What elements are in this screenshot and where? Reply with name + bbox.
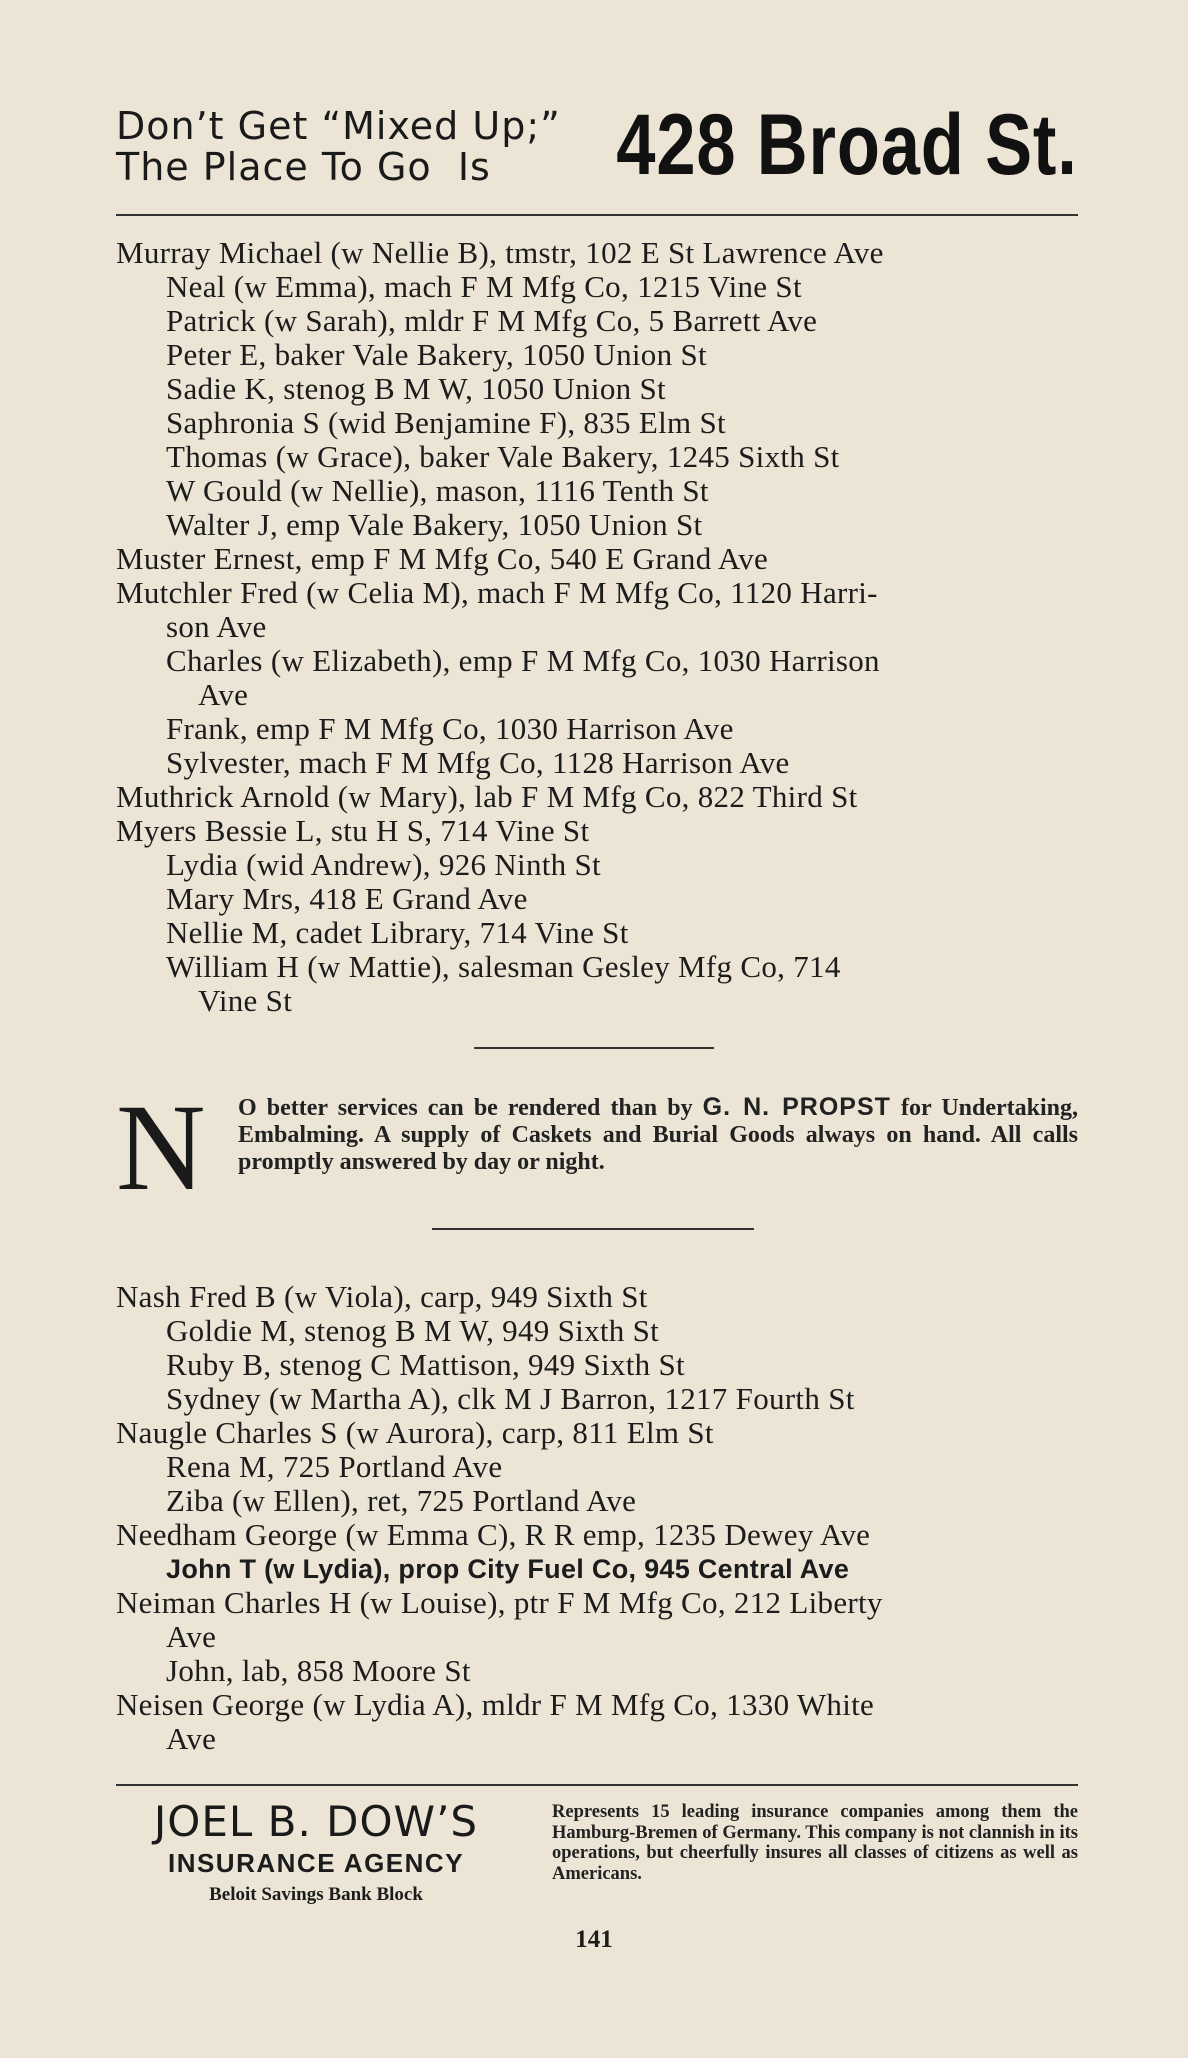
- entry-text: W Gould (w Nellie), mason, 1116 Tenth St: [166, 473, 709, 508]
- directory-entry: [116, 814, 1078, 848]
- directory-entry: [116, 848, 1078, 882]
- footer-divider: [116, 1784, 1078, 1786]
- directory-entry: [116, 372, 1078, 406]
- entry-text: Nellie M, cadet Library, 714 Vine St: [166, 915, 629, 950]
- directory-entry: [116, 1348, 1078, 1382]
- directory-entry: [116, 1450, 1078, 1484]
- entry-text: Mary Mrs, 418 E Grand Ave: [166, 881, 528, 916]
- dow-advertisement: [116, 1797, 1078, 1910]
- entry-text: Saphronia S (wid Benjamine F), 835 Elm St: [166, 405, 726, 440]
- header-slogan-is: Is: [457, 145, 491, 189]
- entry-text: Sydney (w Martha A), clk M J Barron, 1217 Fourth St: [166, 1381, 855, 1416]
- directory-entry: [116, 1314, 1078, 1348]
- entry-continuation: son Ave: [166, 609, 267, 644]
- entry-text: Peter E, baker Vale Bakery, 1050 Union St: [166, 337, 707, 372]
- propst-text-before: O better services can be rendered than by: [238, 1095, 693, 1121]
- directory-entry: [116, 644, 1078, 712]
- entry-text: Neal (w Emma), mach F M Mfg Co, 1215 Vine St: [166, 269, 802, 304]
- directory-entry: [116, 304, 1078, 338]
- directory-entry: [116, 1280, 1078, 1314]
- dow-agency: INSURANCE AGENCY: [167, 1848, 465, 1878]
- directory-entry: [116, 882, 1078, 916]
- directory-entry: [116, 508, 1078, 542]
- entry-text: Mutchler Fred (w Celia M), mach F M Mfg Co, 1120 Harri-: [116, 575, 878, 610]
- propst-advertisement: [116, 1079, 1079, 1216]
- entry-text: Sadie K, stenog B M W, 1050 Union St: [166, 371, 666, 406]
- header-advertisement: [116, 98, 1078, 198]
- entry-continuation: Ave: [166, 1721, 217, 1756]
- directory-entry: [116, 1586, 1078, 1654]
- short-divider-bottom: [432, 1228, 754, 1230]
- directory-entry: [116, 712, 1078, 746]
- short-divider-top: [474, 1047, 714, 1049]
- directory-entry: [116, 1552, 1078, 1586]
- directory-entry: [116, 1688, 1078, 1756]
- directory-listing-top: [116, 236, 1078, 1018]
- entry-text: Rena M, 725 Portland Ave: [166, 1449, 503, 1484]
- entry-text: Needham George (w Emma C), R R emp, 1235 Dewey Ave: [116, 1517, 871, 1552]
- dropcap: N: [116, 1079, 206, 1216]
- directory-entry: [116, 1654, 1078, 1688]
- entry-text: Ziba (w Ellen), ret, 725 Portland Ave: [166, 1483, 637, 1518]
- entry-text: Muster Ernest, emp F M Mfg Co, 540 E Grand Ave: [116, 541, 769, 576]
- propst-name: G. N. PROPST: [702, 1093, 891, 1121]
- header-slogan-line2: [116, 147, 561, 188]
- entry-text: Thomas (w Grace), baker Vale Bakery, 1245 Sixth St: [166, 439, 840, 474]
- dow-name: JOEL B. DOW’S: [153, 1797, 479, 1846]
- entry-text: Lydia (wid Andrew), 926 Ninth St: [166, 847, 601, 882]
- entry-continuation: Ave: [198, 677, 249, 712]
- directory-entry: [116, 542, 1078, 576]
- header-slogan: [116, 106, 561, 188]
- directory-entry: [116, 916, 1078, 950]
- directory-entry: [116, 440, 1078, 474]
- directory-entry: [116, 746, 1078, 780]
- entry-text: William H (w Mattie), salesman Gesley Mfg Co, 714: [166, 949, 841, 984]
- entry-text: John T (w Lydia), prop City Fuel Co, 945 Central Ave: [166, 1554, 850, 1584]
- page-number: 141: [575, 1926, 613, 1953]
- directory-entry: [116, 950, 1078, 1018]
- entry-text: Naugle Charles S (w Aurora), carp, 811 Elm St: [116, 1415, 714, 1450]
- entry-text: Nash Fred B (w Viola), carp, 949 Sixth St: [116, 1279, 648, 1314]
- entry-text: Goldie M, stenog B M W, 949 Sixth St: [166, 1313, 660, 1348]
- header-divider: [116, 214, 1078, 216]
- entry-text: Charles (w Elizabeth), emp F M Mfg Co, 1030 Harrison: [166, 643, 880, 678]
- entry-text: Walter J, emp Vale Bakery, 1050 Union St: [166, 507, 703, 542]
- entry-text: Frank, emp F M Mfg Co, 1030 Harrison Ave: [166, 711, 734, 746]
- dow-description: Represents 15 leading insurance companies among them the Hamburg-Bremen of Germany. This company is not clannish in its operations, but cheerfully insures all classes of citizens as well as Americans.: [552, 1802, 1078, 1884]
- directory-entry: [116, 236, 1078, 270]
- directory-entry: [116, 576, 1078, 644]
- entry-text: Neisen George (w Lydia A), mldr F M Mfg Co, 1330 White: [116, 1687, 875, 1722]
- entry-text: Murray Michael (w Nellie B), tmstr, 102 E St Lawrence Ave: [116, 235, 884, 270]
- entry-text: Myers Bessie L, stu H S, 714 Vine St: [116, 813, 590, 848]
- directory-entry: [116, 780, 1078, 814]
- header-slogan-line1: Don’t Get “Mixed Up;”: [116, 104, 561, 148]
- directory-entry: [116, 406, 1078, 440]
- entry-text: Neiman Charles H (w Louise), ptr F M Mfg Co, 212 Liberty: [116, 1585, 883, 1620]
- entry-text: Muthrick Arnold (w Mary), lab F M Mfg Co, 822 Third St: [116, 779, 858, 814]
- header-slogan-line2a: The Place To Go: [116, 145, 432, 189]
- propst-text-after: for Undertaking, Embalming. A supply of Caskets and Burial Goods always on hand. All calls promptly answered by day or night.: [238, 1095, 1079, 1175]
- entry-text: John, lab, 858 Moore St: [166, 1653, 471, 1688]
- dow-location: Beloit Savings Bank Block: [209, 1884, 423, 1905]
- directory-entry: [116, 270, 1078, 304]
- entry-text: Patrick (w Sarah), mldr F M Mfg Co, 5 Barrett Ave: [166, 303, 818, 338]
- entry-continuation: Vine St: [198, 983, 293, 1018]
- header-address: 428 Broad St.: [616, 97, 1078, 193]
- entry-text: Ruby B, stenog C Mattison, 949 Sixth St: [166, 1347, 685, 1382]
- directory-entry: [116, 1518, 1078, 1552]
- entry-text: Sylvester, mach F M Mfg Co, 1128 Harrison Ave: [166, 745, 790, 780]
- directory-entry: [116, 1382, 1078, 1416]
- directory-entry: [116, 1484, 1078, 1518]
- propst-ad-text: [238, 1094, 1078, 1176]
- entry-continuation: Ave: [166, 1619, 217, 1654]
- directory-entry: [116, 1416, 1078, 1450]
- directory-listing-bottom: [116, 1280, 1078, 1756]
- directory-entry: [116, 474, 1078, 508]
- directory-entry: [116, 338, 1078, 372]
